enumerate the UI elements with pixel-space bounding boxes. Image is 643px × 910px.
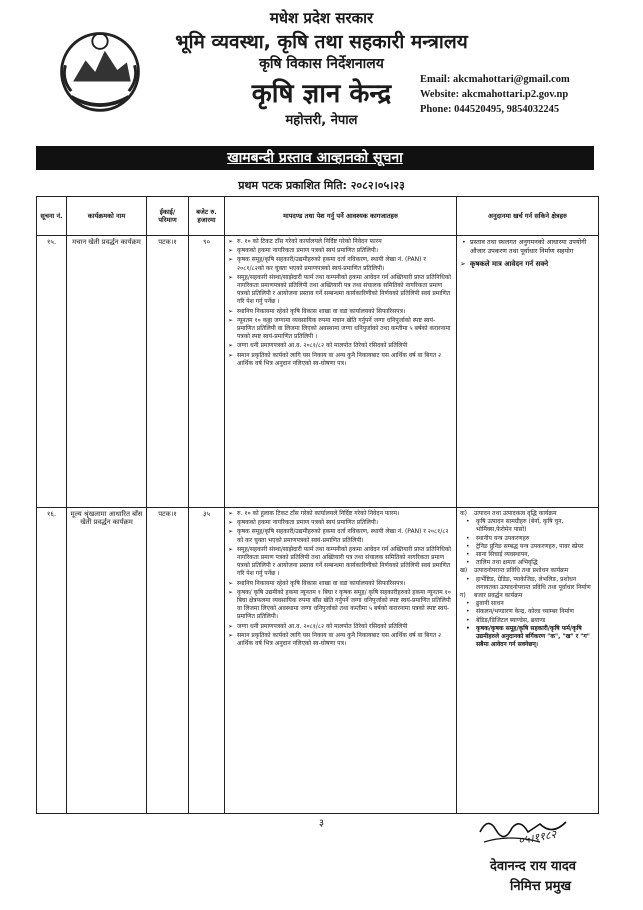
requirement-item: ➢ जग्गा धनी प्रमाणपत्रको आ.व. २०८१/८२ को मालपोत तिरेको रसिदको प्रतिलिपी <box>228 623 453 631</box>
table-row <box>37 508 599 814</box>
header-cost: अनुदानमा खर्च गर्न सकिने क्षेत्रहरु <box>457 197 599 236</box>
requirement-item: ➢ स्थानिय निकायमा रहेको कृषि विकास शाखा वा वडा कार्यालयको सिफारिसपत्र। <box>228 308 453 316</box>
cost-group-ga <box>460 592 595 600</box>
cost-group-ka <box>460 510 595 518</box>
cost-group-label: क) <box>460 510 467 517</box>
requirement-item: ➢ कृषक समूह/कृषि सहकारी/उद्यमीहरुको हकमा दर्ता नविकरण, स्थायी लेखा नं. (PAN) र २०८१/८२को कर चुक्ता भएको प्रमाणपत्रको स्वयं-प्रमाणित प्रतिलिपी। <box>228 256 453 272</box>
cost-item: • संकलन/भण्डारण केन्द्र, कोल्ड च्याम्बर निर्माण <box>460 608 595 616</box>
notice-title: खामबन्दी प्रस्ताव आव्हानको सूचना <box>227 150 403 166</box>
requirement-item: ➢ कृषक समूह/कृषि सहकारी/उद्यमीहरुको हकमा दर्ता नविकरण, स्थायी लेखा नं. (PAN) र २०८१/८२ को कर चुक्ता भएको प्रमाणपत्रको स्वयं-प्रमाणित प्रतिलिपी। <box>228 528 453 544</box>
requirement-item: ➢ जग्गा धनी प्रमाणपत्रको आ.व. २०८१/८२ को मालपोत तिरेको रसिदको प्रतिलिपी <box>228 342 453 350</box>
cost-group-kha <box>460 567 595 575</box>
cost-group-label: ख) <box>460 567 468 575</box>
signatory-title: निमित्त प्रमुख <box>510 879 572 894</box>
row-budget: ९० <box>189 236 225 508</box>
requirement-item: ➢ समान प्रकृतिको कार्यको लागि यस निकाय वा अन्य कुनै निकायबाट यस आर्थिक वर्ष वा बिगत २ आर्थिक वर्ष भित्र अनुदान नलिएको स्व-घोषणा पत्र। <box>228 632 453 648</box>
cost-item: • हार्भेष्टिङ, ग्रेडिङ, प्याकेजिङ, लेभलिङ, प्रशोधन लगायतका उत्पादनोपरान्त प्रविधि तथा पूर्वाधार निर्माण <box>460 576 595 592</box>
requirement-item: ➢ रु. १० को हुलाक टिकट टाँस गरेको कार्यालयले निर्दिष्ट गरेको निवेदन फारम। <box>228 510 453 518</box>
office-location: महोत्तरी, नेपाल <box>285 113 358 128</box>
requirement-item: ➢ रु. १० को टिकट टाँस गरेको कार्यालयले निर्दिष्ट गरेको निवेदन फारम <box>228 238 453 246</box>
table-header-row <box>37 197 599 236</box>
row-budget: ३५ <box>189 508 225 814</box>
requirement-item: ➢ स्थानिय निकायमा रहेको कृषि विकास शाखा वा वडा कार्यालयको सिफारिसपत्र। <box>228 580 453 588</box>
row-unit: पटक।१ <box>147 236 189 508</box>
requirement-item: ➢ कृषकको हकमा नागरिकता प्रमाण पत्रको स्वयं प्रमाणित प्रतिलिपी। <box>228 247 453 255</box>
cost-item: • साना सिचाई व्यवस्थापन, <box>460 551 595 559</box>
table-row <box>37 236 599 508</box>
cost-item: • प्रस्ताव तथा स्थलगत अनुगमनको आधारमा उपयोगी औजार उपकरण तथा पूर्वाधार निर्माण सहयोग <box>460 238 595 256</box>
office-name: कृषि ज्ञान केन्द्र <box>251 79 392 109</box>
row-program: मूल्य श्रृंखलामा आधारित बाँस खेती प्रवर्द्धन कार्यक्रम <box>67 508 147 814</box>
cost-item: • ढुवानी साधन <box>460 600 595 608</box>
cost-note: • कृषक/कृषक समूह/कृषि सहकारी/कृषि फर्म/कृषि उद्यमीहरुले अनुदानको बर्गिकरण "क", "ख" र "ग" सबैमा आवेदन गर्न सक्नेछन्। <box>460 625 595 650</box>
row-cost <box>457 236 599 508</box>
requirement-item: ➢ समान प्रकृतिको कार्यको लागि यस निकाय वा अन्य कुनै निकायबाट यस आर्थिक वर्ष वा बिगत २ आर्थिक वर्ष भित्र अनुदान नलिएको स्व-घोषणा पत्र। <box>228 352 453 368</box>
notice-table <box>36 196 599 814</box>
directorate-line: कृषि विकास निर्देशनालय <box>259 56 384 72</box>
cost-item: • कृषि उत्पादन सामग्रीहरु (बेर्ना, कृषि चुन, भोर्मिक्स,फेरोमेन पासो) <box>460 518 595 534</box>
row-num: १६. <box>37 508 67 814</box>
ministry-line: भूमि व्यवस्था, कृषि तथा सहकारी मन्त्रालय <box>175 31 468 53</box>
published-date: प्रथम पटक प्रकाशित मिति: २०८२।०५।२३ <box>238 179 405 192</box>
cost-group-title: उत्पादनोपरान्त प्रविधि तथा प्रशोधन कार्यक्रम <box>474 567 569 575</box>
row-program: मचान खेती प्रवर्द्धन कार्यक्रम <box>67 236 147 508</box>
government-line: मधेश प्रदेश सरकार <box>269 9 374 27</box>
requirement-item: ➢ समूह/सहकारी संस्था/साझेदारी फार्म तथा कम्पनीको हकमा आवेदन गर्न अख्तियारी प्राप्त प्रतिनिधिको नागरिकता प्रमाण पत्रको प्रतिलिपी तथा अख्तियारी पत्र तथा संचालक समितिको नागरिकता प्रमाण पत्रको प्रतिलिपी र आयोजना प्रस्ताव गर्ने सम्बन्धमा कार्यकारिणीको निर्णयको प्रतिलिपी स्वयं प्रमाणित गरि पेश गर्नु पर्नेछ । <box>228 546 453 579</box>
cost-item: • ट्रेनिङ प्रुनिङ सम्बद्ध यन्त्र उपकरणहरु, पावर स्प्रेयर <box>460 543 595 551</box>
row-unit: पटक।१ <box>147 508 189 814</box>
row-num: १५. <box>37 236 67 508</box>
cost-item: • स्थानीय यन्त्र उपकरणहरु <box>460 535 595 543</box>
header-program: कार्यक्रमको नाम <box>67 197 147 236</box>
row-requirements <box>225 236 457 508</box>
requirement-item: ➢ कृषकको हकमा नागरिकता प्रमाण पत्रको स्वयं प्रमाणित प्रतिलिपी। <box>228 519 453 527</box>
notice-title-banner <box>36 146 594 170</box>
contact-email: Email: akcmahottari@gmail.com <box>420 74 570 85</box>
cost-group-title: बजार प्रवर्द्धन कार्यक्रम <box>474 592 523 600</box>
header-unit: ईकाई/ परिमाण <box>147 197 189 236</box>
row-cost <box>457 508 599 814</box>
letterhead <box>0 0 643 140</box>
cost-group-title: उत्पादन तथा उत्पादकत्व वृद्धि कार्यक्रम <box>474 510 557 517</box>
contact-website: Website: akcmahottari.p2.gov.np <box>420 89 569 100</box>
cost-item: • बेडिङ/डिजिटल ब्याण्डेस, ब्रयाण्ड <box>460 617 595 625</box>
header-num: सूचना नं. <box>37 197 67 236</box>
requirement-item: ➢ न्यूनतम १० कठ्ठा जग्गामा व्यवसायिक रुपमा मचान खेति गर्नुपर्ने जग्गा धनिपुर्जाको स्पष्ट स्वयं-प्रमाणित प्रतिलिपी वा लिजमा लिएको अवस्थामा जग्गा धनिपुर्जाको तथा कम्तीमा ५ बर्षको करारनामा पत्रको स्पष्ट स्वयं-प्रमाणित प्रतिलिपी । <box>228 317 453 342</box>
cost-group-label: ग) <box>460 592 466 600</box>
cost-item: • तालिम तथा क्षमता अभिवृद्धि <box>460 559 595 567</box>
cost-note: ➢ कृषकले मात्र आवेदन गर्न सक्ने <box>460 260 595 269</box>
header-requirements: मापदण्ड तथा पेश गर्नु पर्ने आवश्यक कागजातहरु <box>225 197 457 236</box>
header-budget: बजेट रु. हजारमा <box>189 197 225 236</box>
page-number: ३ <box>318 818 325 829</box>
signature-date: ०५।११८२ <box>517 827 558 848</box>
requirement-item: ➢ समूह/सहकारी संस्था/साझेदारी फार्म तथा कम्पनीको हकमा आवेदन गर्न अख्तियारी प्राप्त प्रतिनिधिको नागरिकता प्रमाणपत्रको प्रतिलिपी तथा अख्तियारी पत्र तथा संचालक समितिको नागरिकता प्रमाण पत्रको प्रतिलिपी र आयोजना प्रस्ताव गर्ने सम्बन्धमा कार्यकारिणीको निर्णयको प्रतिलिपी स्वयं प्रमाणित गरि पेश गर्नु पर्नेछ । <box>228 274 453 307</box>
requirement-item: ➢ कृषक/ कृषि उद्यमीको हकमा न्यूनतम १ बिघा र कृषक समूह/ कृषि सहकारीहरुको हकमा न्यूनतम १० बिघा क्षेत्रफलमा व्यवसायिक रुपमा बाँस खेति गर्नुपर्ने जग्गा धनिपुर्जाको स्पष्ट स्वयं-प्रमाणित प्रतिलिपी वा लिजमा लिएको अवस्थामा जग्गा धनिपुर्जाको तथा कम्तीमा ५ बर्षको करारनामा पत्रको स्पष्ट स्वयं-प्रमाणित प्रतिलिपी। <box>228 589 453 622</box>
contact-phone: Phone: 044520495, 9854032245 <box>420 104 560 115</box>
row-requirements <box>225 508 457 814</box>
signatory-name: देवानन्द राय यादव <box>490 859 576 874</box>
contact-block <box>420 72 570 117</box>
